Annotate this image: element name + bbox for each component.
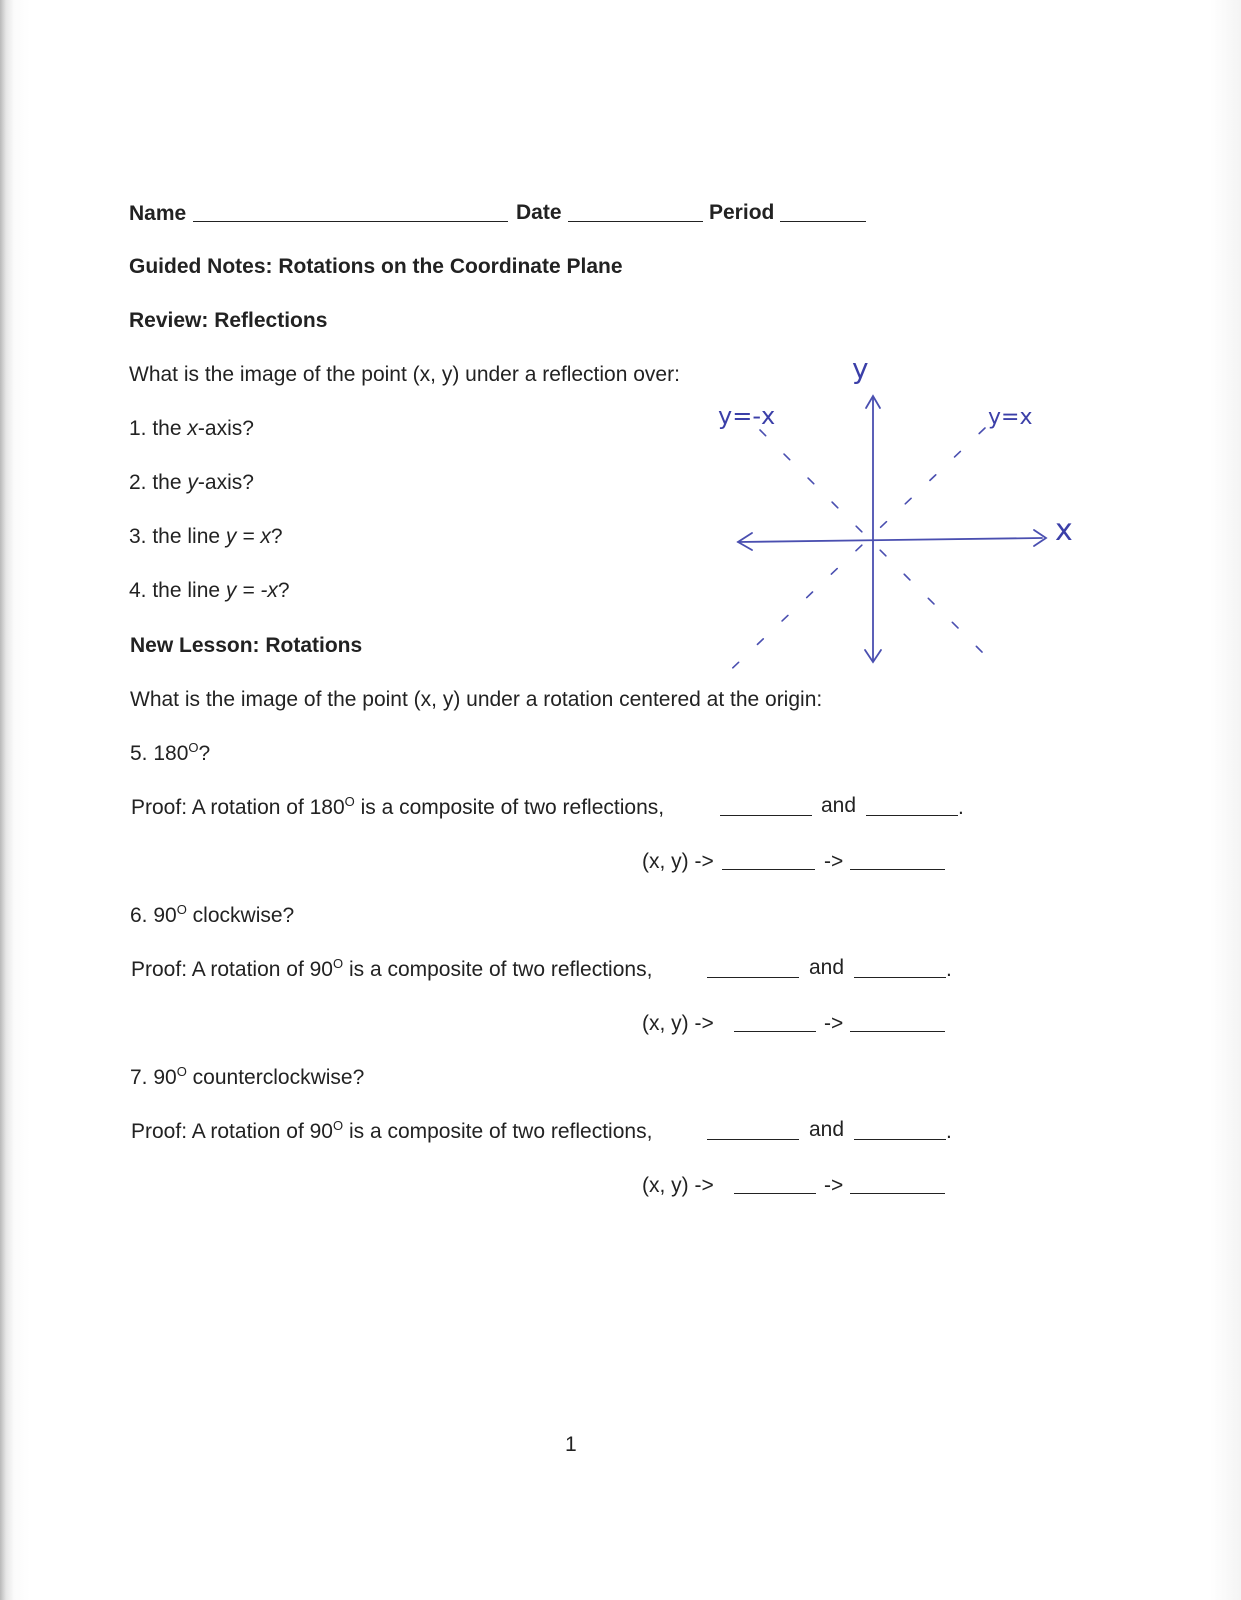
item-prefix: 3. the line	[129, 525, 226, 548]
lesson-heading: New Lesson: Rotations	[130, 634, 363, 657]
item-var: x	[187, 417, 198, 440]
line-y-equals-x	[720, 428, 985, 680]
q7-proof-end: is a composite of two reflections,	[343, 1120, 653, 1143]
q6-proof-end: is a composite of two reflections,	[343, 958, 653, 981]
review-heading: Review: Reflections	[129, 309, 328, 332]
x-axis-label: x	[1055, 513, 1073, 548]
review-question-text: What is the image of the point (x, y) under a reflection over:	[129, 363, 680, 386]
q6-period: .	[946, 958, 952, 981]
q7-label-text: 7. 90	[130, 1066, 177, 1089]
q6-and: and	[809, 956, 845, 979]
q5-label-end: ?	[198, 742, 211, 765]
degree-mark: O	[332, 956, 344, 971]
q5-arrow: ->	[824, 850, 844, 873]
q6-mapping: (x, y) ->	[642, 1012, 714, 1035]
q6-proof-text: Proof: A rotation of 90	[131, 958, 333, 981]
y-axis-label: y	[852, 352, 869, 385]
item-prefix: 4. the line	[129, 579, 226, 602]
line-pos-label: y=x	[988, 405, 1033, 430]
degree-mark: O	[344, 794, 355, 809]
q6-label-text: 6. 90	[130, 904, 177, 927]
q7-period: .	[946, 1120, 952, 1143]
item-var: y = x	[225, 525, 271, 548]
q5-period: .	[958, 796, 964, 819]
item-var: y = -x	[225, 579, 278, 602]
item-suffix: ?	[277, 579, 290, 602]
lesson-question: What is the image of the point (x, y) under a rotation centered at the origin:	[130, 688, 823, 711]
line-neg-label: y=-x	[718, 402, 776, 430]
q5-proof-end: is a composite of two reflections,	[354, 796, 665, 819]
q7-and: and	[809, 1118, 845, 1141]
item-prefix: 2. the	[129, 471, 188, 494]
q7-label-end: counterclockwise?	[186, 1066, 365, 1089]
degree-mark: O	[188, 740, 199, 755]
x-axis-line	[738, 538, 1042, 542]
q7-arrow: ->	[824, 1174, 844, 1197]
page-number: 1	[565, 1433, 577, 1456]
page-title: Guided Notes: Rotations on the Coordinate Plane	[129, 255, 623, 278]
degree-mark: O	[332, 1118, 344, 1133]
item-suffix: ?	[270, 525, 283, 548]
item-suffix: -axis?	[197, 471, 254, 494]
item-suffix: -axis?	[197, 417, 254, 440]
period-label: Period	[709, 201, 775, 224]
line-y-equals-neg-x	[760, 430, 1000, 670]
item-var: y	[187, 471, 198, 494]
item-prefix: 1. the	[129, 417, 188, 440]
q5-and: and	[821, 794, 857, 817]
q7-mapping: (x, y) ->	[642, 1174, 714, 1197]
q7-proof-text: Proof: A rotation of 90	[131, 1120, 333, 1143]
q5-proof-text: Proof: A rotation of 180	[131, 796, 345, 819]
q6-label-end: clockwise?	[186, 904, 295, 927]
q6-arrow: ->	[824, 1012, 844, 1035]
q5-mapping: (x, y) ->	[642, 850, 714, 873]
name-label: Name	[129, 202, 187, 225]
degree-mark: O	[176, 1064, 187, 1079]
date-label: Date	[516, 201, 562, 224]
q5-label-text: 5. 180	[130, 742, 189, 765]
degree-mark: O	[176, 902, 187, 917]
